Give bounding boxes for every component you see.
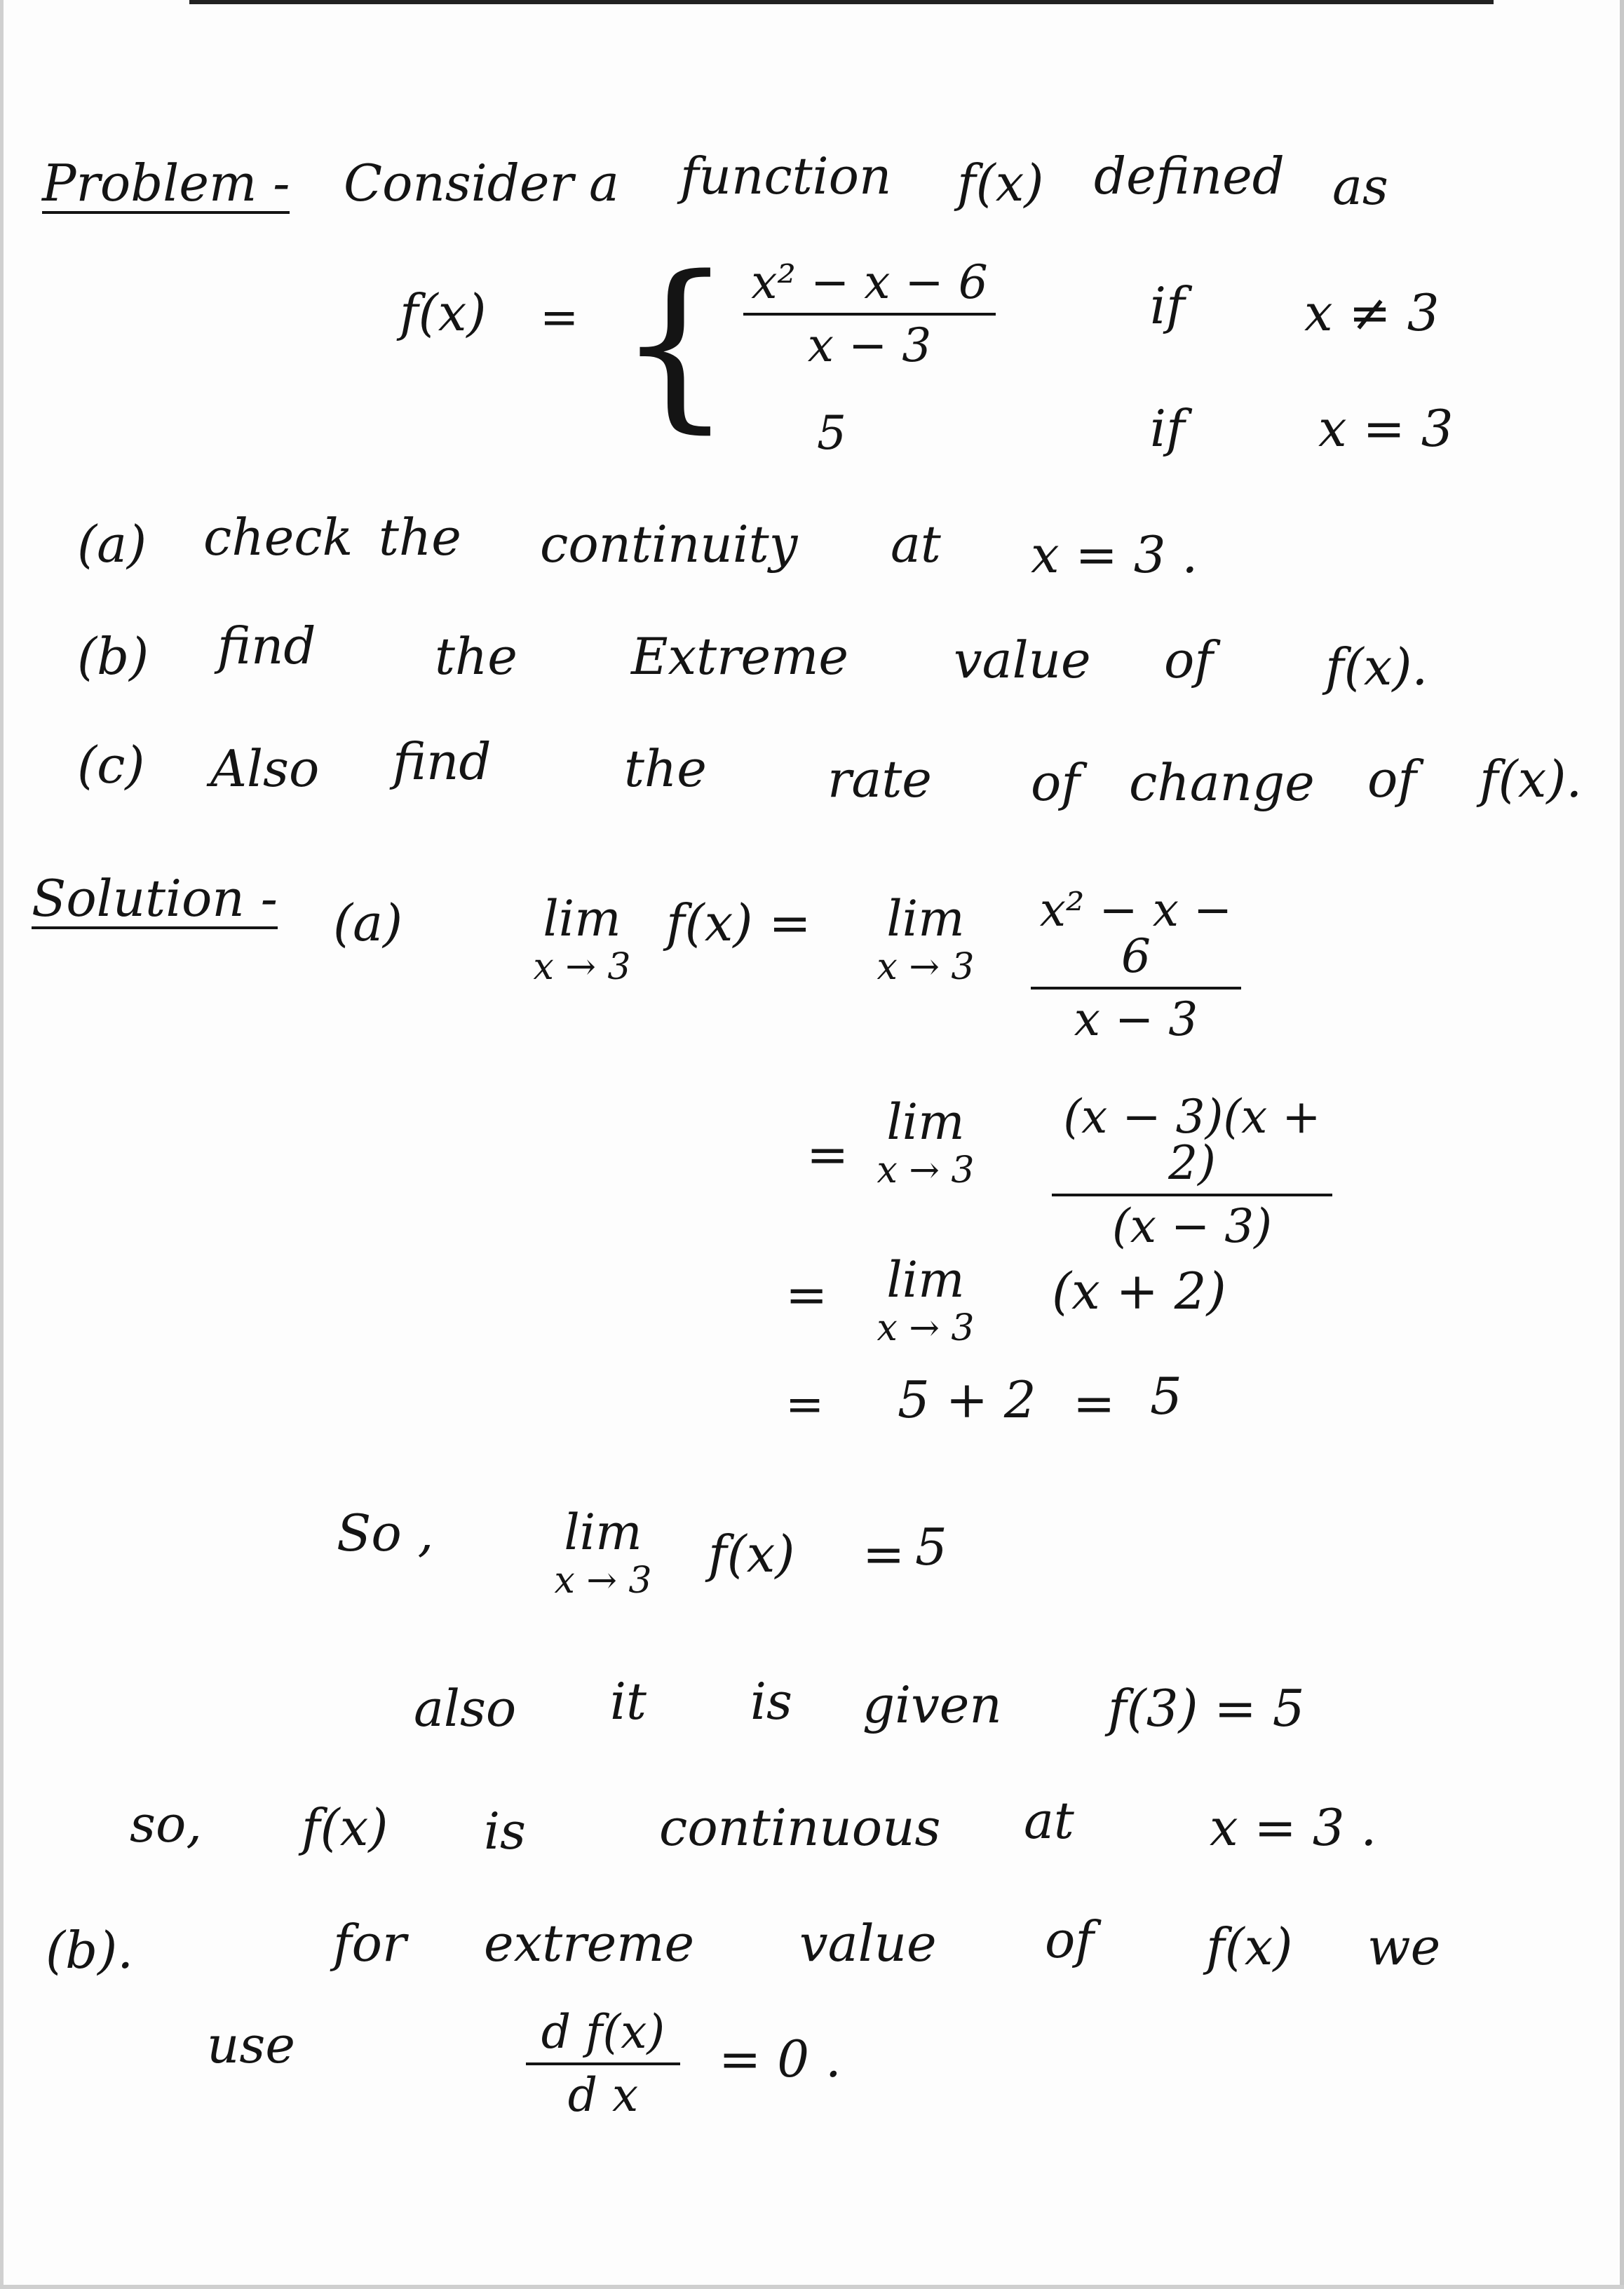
limit-expression	[855, 1093, 996, 1191]
step2-equals: =	[806, 1125, 849, 1184]
so2-word: at	[1024, 1791, 1074, 1850]
part-c-word: f(x).	[1480, 750, 1583, 809]
part-b-word: value	[954, 630, 1091, 689]
page-right-edge	[1620, 0, 1624, 2289]
curly-brace: {	[617, 238, 733, 450]
step3-expression: (x + 2)	[1052, 1262, 1226, 1321]
also-word: f(3) = 5	[1108, 1679, 1305, 1738]
problem-heading: Problem -	[42, 154, 290, 212]
solution-a-label: (a)	[333, 893, 403, 952]
intro-word: as	[1332, 157, 1388, 216]
step1-function: f(x) =	[666, 893, 811, 952]
limit-word: lim	[886, 1093, 965, 1151]
part-a-word: at	[891, 515, 941, 574]
so1-value: 5	[915, 1518, 947, 1576]
step4-equals-2: =	[1073, 1374, 1116, 1433]
case2-if: if	[1150, 399, 1185, 458]
intro-word: f(x)	[957, 154, 1044, 212]
limit-word: lim	[564, 1504, 642, 1561]
definition-equals: =	[540, 290, 579, 344]
so2-word: continuous	[659, 1798, 941, 1857]
page-left-edge	[0, 0, 4, 2289]
part-b-solution-word: for	[333, 1914, 407, 1973]
case1-if: if	[1150, 276, 1185, 335]
also-word: also	[414, 1679, 517, 1738]
so1-equals: =	[862, 1525, 905, 1584]
case2-condition: x = 3	[1318, 399, 1454, 458]
part-b-word: f(x).	[1325, 637, 1428, 696]
solution-heading: Solution -	[32, 869, 278, 928]
definition-denominator: x − 3	[807, 318, 932, 372]
definition-numerator: x² − x − 6	[751, 255, 988, 309]
step1-fraction	[1031, 883, 1241, 1046]
part-b-word: find	[217, 616, 316, 675]
limit-word: lim	[886, 890, 965, 947]
limit-subscript: x → 3	[533, 946, 631, 988]
part-b-solution-word: value	[799, 1914, 937, 1973]
step4-expression: 5 + 2	[898, 1370, 1036, 1429]
limit-expression	[855, 890, 996, 988]
limit-expression	[540, 1504, 666, 1602]
limit-subscript: x → 3	[877, 1149, 975, 1191]
step2-denominator: (x − 3)	[1112, 1199, 1272, 1253]
part-b-word: Extreme	[631, 627, 849, 686]
part-b-solution-word: of	[1045, 1910, 1094, 1969]
part-b-label: (b)	[77, 627, 149, 686]
part-c-word: of	[1031, 753, 1080, 812]
case2-value: 5	[817, 406, 846, 460]
definition-lhs: f(x)	[400, 283, 487, 342]
so2-word: f(x)	[302, 1798, 388, 1857]
definition-fraction	[743, 255, 996, 372]
fraction-bar	[1031, 987, 1241, 990]
part-c-word: Also	[210, 739, 320, 798]
fraction-bar	[743, 313, 996, 316]
step4-equals: =	[785, 1377, 825, 1431]
intro-word: a	[589, 154, 619, 212]
intro-word: function	[680, 147, 892, 205]
part-b-solution-word: extreme	[484, 1914, 695, 1973]
page-bottom-edge	[0, 2285, 1624, 2289]
step4-result: 5	[1150, 1367, 1182, 1426]
part-a-word: x = 3 .	[1031, 525, 1198, 584]
so1-function: f(x)	[708, 1525, 795, 1584]
so2-word: so,	[130, 1795, 203, 1854]
also-word: given	[862, 1675, 1002, 1734]
limit-expression	[855, 1251, 996, 1349]
derivative-fraction	[526, 2005, 680, 2122]
limit-subscript: x → 3	[554, 1560, 652, 1602]
step2-numerator: (x − 3)(x + 2)	[1063, 1090, 1321, 1190]
also-word: is	[750, 1672, 792, 1731]
so2-word: x = 3 .	[1210, 1798, 1377, 1857]
part-b-word: of	[1164, 630, 1213, 689]
part-c-word: the	[624, 739, 707, 798]
derivative-rhs: = 0 .	[719, 2030, 841, 2088]
fraction-bar	[1052, 1194, 1332, 1196]
derivative-denominator: d x	[567, 2068, 639, 2122]
limit-word: lim	[543, 890, 621, 947]
fraction-bar	[526, 2062, 680, 2065]
limit-expression	[526, 890, 638, 988]
so2-word: is	[484, 1802, 526, 1861]
solution-b-label: (b).	[46, 1921, 134, 1980]
step3-equals: =	[785, 1265, 828, 1324]
step1-denominator: x − 3	[1074, 992, 1198, 1046]
also-word: it	[610, 1672, 647, 1731]
intro-word: Consider	[344, 154, 574, 212]
limit-subscript: x → 3	[877, 946, 975, 988]
so-word: So ,	[337, 1504, 434, 1562]
part-a-word: the	[379, 508, 461, 567]
part-a-label: (a)	[77, 515, 147, 574]
use-word: use	[207, 2015, 295, 2074]
part-c-word: find	[393, 732, 492, 791]
limit-subscript: x → 3	[877, 1307, 975, 1349]
part-b-solution-word: f(x)	[1206, 1917, 1293, 1976]
limit-word: lim	[886, 1251, 965, 1309]
intro-word: defined	[1094, 147, 1285, 205]
page-top-edge	[189, 0, 1494, 4]
part-c-word: rate	[827, 750, 932, 809]
part-c-word: change	[1129, 753, 1315, 812]
part-b-solution-word: we	[1367, 1917, 1441, 1976]
step2-fraction	[1052, 1090, 1332, 1253]
part-a-word: check	[203, 508, 353, 567]
part-c-word: of	[1367, 750, 1416, 809]
step1-numerator: x² − x − 6	[1039, 883, 1233, 983]
derivative-numerator: d f(x)	[541, 2005, 665, 2059]
part-b-word: the	[435, 627, 517, 686]
part-c-label: (c)	[77, 736, 145, 795]
part-a-word: continuity	[540, 515, 798, 574]
case1-condition: x ≠ 3	[1304, 283, 1440, 342]
